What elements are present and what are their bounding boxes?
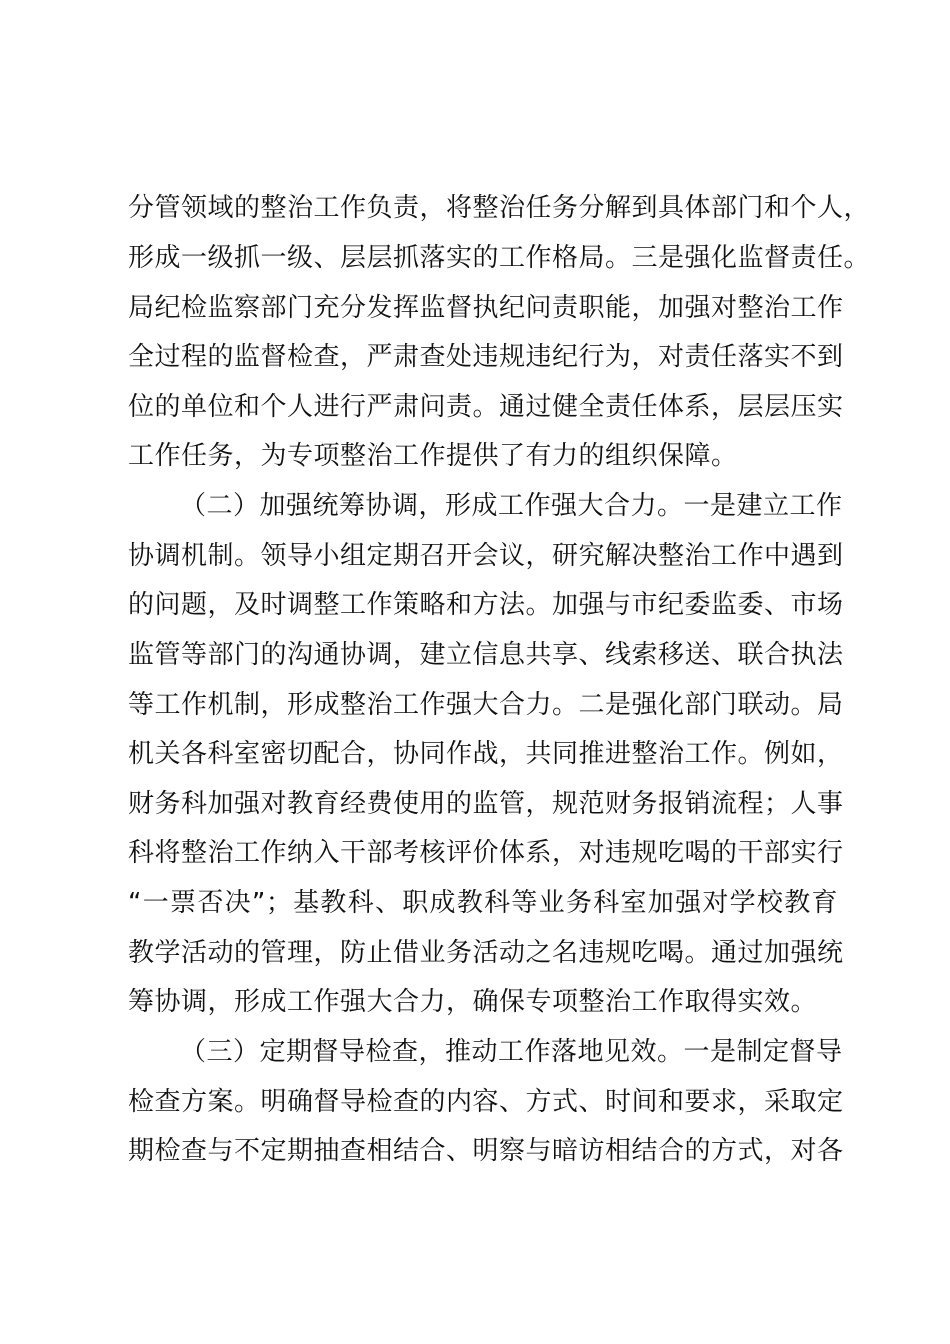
text-line: 财务科加强对教育经费使用的监管，规范财务报销流程；人事: [128, 789, 844, 819]
text-line: 位的单位和个人进行严肃问责。通过健全责任体系，层层压实: [128, 392, 844, 422]
text-line: 等工作机制，形成整治工作强大合力。二是强化部门联动。局: [128, 690, 844, 720]
text-line: 期检查与不定期抽查相结合、明察与暗访相结合的方式，对各: [128, 1136, 844, 1166]
text-line: 科将整治工作纳入干部考核评价体系，对违规吃喝的干部实行: [128, 838, 844, 868]
text-line: 检查方案。明确督导检查的内容、方式、时间和要求，采取定: [128, 1087, 844, 1117]
text-line: 局纪检监察部门充分发挥监督执纪问责职能，加强对整治工作: [128, 293, 844, 323]
text-line: 协调机制。领导小组定期召开会议，研究解决整治工作中遇到: [128, 541, 844, 571]
text-line: 机关各科室密切配合，协同作战，共同推进整治工作。例如，: [128, 739, 844, 769]
paragraph-last-line: 工作任务，为专项整治工作提供了有力的组织保障。: [128, 441, 738, 471]
text-line: 全过程的监督检查，严肃查处违规违纪行为，对责任落实不到: [128, 342, 844, 372]
text-line: 教学活动的管理，防止借业务活动之名违规吃喝。通过加强统: [128, 938, 844, 968]
text-line: 的问题，及时调整工作策略和方法。加强与市纪委监委、市场: [128, 590, 844, 620]
text-line: 形成一级抓一级、层层抓落实的工作格局。三是强化监督责任。: [128, 243, 871, 273]
section-heading-line: （二）加强统筹协调，形成工作强大合力。一是建立工作: [180, 491, 843, 521]
paragraph-last-line: 筹协调，形成工作强大合力，确保专项整治工作取得实效。: [128, 987, 818, 1017]
section-heading-line: （三）定期督导检查，推动工作落地见效。一是制定督导: [180, 1037, 843, 1067]
text-line: “一票否决”；基教科、职成教科等业务科室加强对学校教育: [128, 888, 838, 918]
text-line: 监管等部门的沟通协调，建立信息共享、线索移送、联合执法: [128, 640, 844, 670]
text-line: 分管领域的整治工作负责，将整治任务分解到具体部门和个人，: [128, 193, 871, 223]
